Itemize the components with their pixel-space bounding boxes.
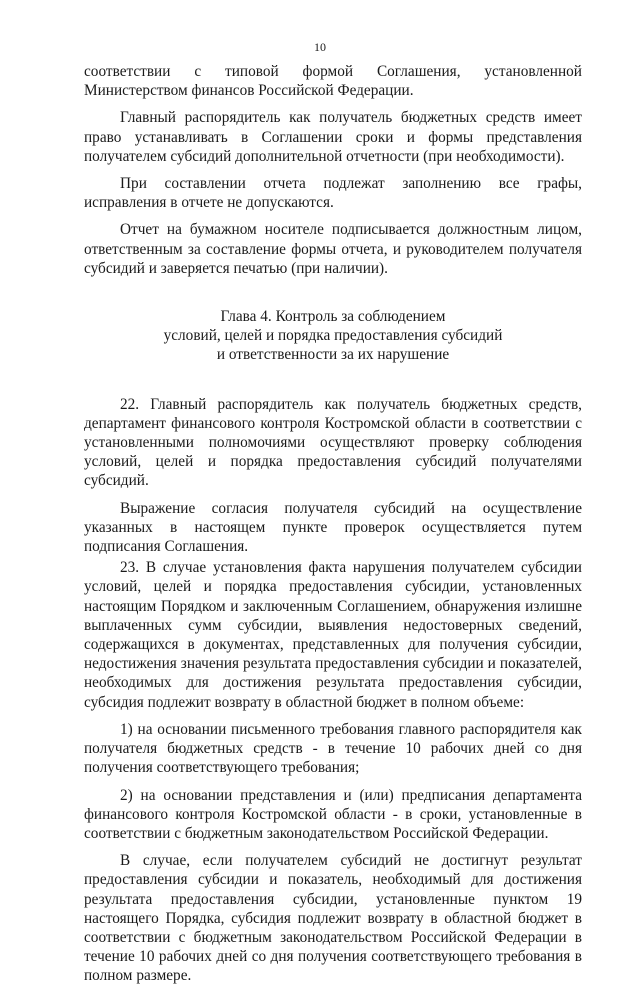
paragraph-22: 22. Главный распорядитель как получатель бюджетных средств, департамент финансового контроля Костромской области в соответствии с установленными полномочиями осуществляют проверку соблюдения условий, целей и порядка предоставления субсидий получателями субсидий. (84, 395, 582, 490)
paragraph-continuation: соответствии с типовой формой Соглашения, установленной Министерством финансов Российской Федерации. (84, 63, 582, 100)
list-item-1: 1) на основании письменного требования главного распорядителя как получателя бюджетных средств - в течение 10 рабочих дней со дня получения соответствующего требования; (84, 720, 582, 777)
list-item-2: 2) на основании представления и (или) предписания департамента финансового контроля Костромской области - в сроки, установленные в соответствии с бюджетным законодательством Российской Федерации. (84, 786, 582, 842)
paragraph-consent: Выражение согласия получателя субсидий на осуществление указанных в настоящем пункте проверок осуществляется путем подписания Соглашения. (84, 499, 582, 556)
paragraph-report-signature: Отчет на бумажном носителе подписывается должностным лицом, ответственным за составление формы отчета, и руководителем получателя субсидий и заверяется печатью (при наличии). (84, 221, 582, 277)
chapter-heading-line-2: условий, целей и порядка предоставления субсидий (163, 327, 503, 345)
chapter-heading-line-1: Глава 4. Контроль за соблюдением (220, 308, 446, 326)
paragraph-reporting-rights: Главный распорядитель как получатель бюджетных средств имеет право устанавливать в Соглашении сроки и формы представления получателем субсидий дополнительной отчетности (при необходимости). (84, 109, 582, 165)
document-body (84, 62, 582, 986)
paragraph-report-filling: При составлении отчета подлежат заполнению все графы, исправления в отчете не допускаются. (84, 175, 582, 212)
chapter-heading-line-3: и ответственности за их нарушение (216, 346, 450, 364)
paragraph-23: 23. В случае установления факта нарушения получателем субсидии условий, целей и порядка предоставления субсидии, установленных настоящим Порядком и заключенным Соглашением, обнаружения излишне выплаченных сумм субсидии, выявления недостоверных сведений, содержащихся в документах, представленных для получения субсидии, недостижения значения результата предоставления субсидии и показателей, необходимых для достижения результата предоставления субсидии, субсидия подлежит возврату в областной бюджет в полном объеме: (84, 559, 582, 711)
chapter-heading (84, 307, 582, 365)
paragraph-result-not-achieved: В случае, если получателем субсидий не достигнут результат предоставления субсидии и показатель, необходимый для достижения результата предоставления субсидии, установленные пунктом 19 настоящего Порядка, субсидия подлежит возврату в областной бюджет в соответствии с бюджетным законодательством Российской Федерации в течение 10 рабочих дней со дня получения соответствующего требования в полном размере. (84, 852, 582, 985)
page-number: 10 (314, 40, 326, 54)
